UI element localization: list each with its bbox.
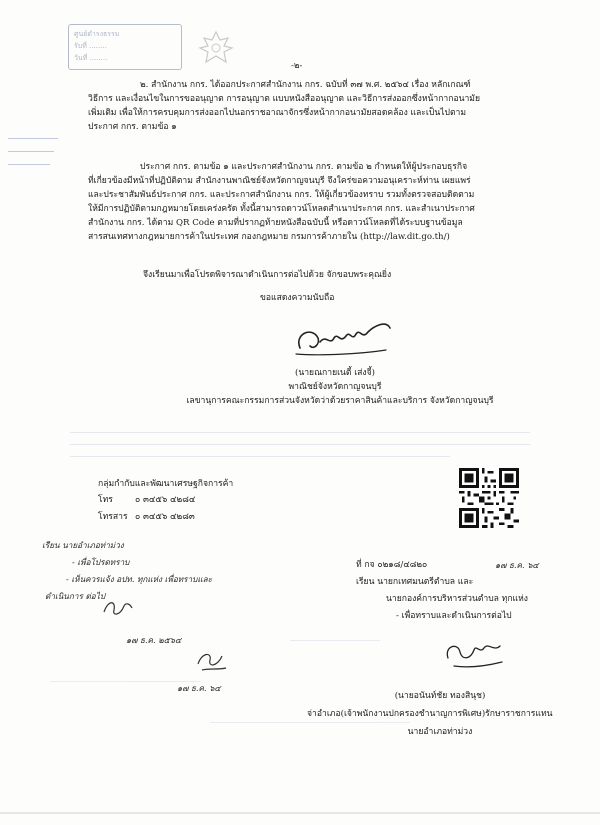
handwritten-note-line-1: เรียน นายอำเภอท่าม่วง (42, 540, 124, 550)
handwritten-note-line-3: - เห็นควรแจ้ง อปท. ทุกแห่ง เพื่อทราบและ (66, 574, 213, 584)
qr-code-icon (459, 468, 519, 528)
received-stamp (68, 24, 182, 70)
endorser-position-2: นายอำเภอท่าม่วง (407, 727, 473, 737)
stamp-line-1: ศูนย์ดำรงธรรม (74, 30, 120, 38)
endorsement-ref: ที่ กจ ๐๒๑๘/๔๘๒๐ (356, 560, 428, 570)
regards-line: ขอแสดงความนับถือ (260, 293, 335, 303)
endorsement-purpose: - เพื่อทราบและดำเนินการต่อไป (396, 611, 512, 621)
handwritten-date-2: ๑๗ ธ.ค. ๖๔ (177, 683, 221, 693)
bleed-through-text-lower (50, 640, 570, 723)
fax-number: ๐ ๓๔๕๖ ๔๒๘๓ (135, 512, 195, 522)
signer-position: พาณิชย์จังหวัดกาญจนบุรี (288, 382, 382, 392)
page-bottom-edge (0, 812, 600, 814)
handwritten-initial-icon (100, 598, 136, 620)
paragraph-3-line: สารสนเทศทางกฎหมายการค้าในประเทศ กองกฎหมาย กรมการค้าภายใน (http://law.dit.go.th/) (88, 231, 450, 242)
paragraph-3-line: ให้มีการปฏิบัติตามกฎหมายโดยเคร่งครัด ทั้งนี้สามารถดาวน์โหลดสำเนาประกาศ กกร. และสำเนาประกาศ (88, 203, 475, 214)
left-margin-stamp-bleed (8, 136, 60, 165)
paragraph-2-line: วิธีการ และเงื่อนไขในการขออนุญาต การอนุญาต แบบหนังสืออนุญาต และวิธีการส่งออกซึ่งหน้ากากอนามัย (88, 93, 481, 104)
stamp-line-3: วันที่ ........ (74, 54, 108, 62)
bleed-through-text (70, 430, 530, 457)
contact-unit: กลุ่มกำกับและพัฒนาเศรษฐกิจการค้า (98, 479, 234, 489)
paragraph-3-line: ประกาศ กกร. ตามข้อ ๑ และประกาศสำนักงาน กกร. ตามข้อ ๒ กำหนดให้ผู้ประกอบธุรกิจ (140, 162, 468, 172)
handwritten-note-line-2: - เพื่อโปรดทราบ (72, 557, 130, 567)
paragraph-2-line: ๒. สำนักงาน กกร. ได้ออกประกาศสำนักงาน กกร. ฉบับที่ ๓๗ พ.ศ. ๒๕๖๔ เรื่อง หลักเกณฑ์ (140, 80, 471, 90)
paragraph-3-line: ที่เกี่ยวข้องมีหน้าที่ปฏิบัติตาม สำนักงานพาณิชย์จังหวัดกาญจนบุรี จึงใคร่ขอความอนุเคราะห์ท่าน เผยแพร่ (88, 175, 471, 186)
endorsement-to-line-1: เรียน นายกเทศมนตรีตำบล และ (356, 577, 474, 587)
closing-sentence: จึงเรียนมาเพื่อโปรดพิจารณาดำเนินการต่อไปด้วย จักขอบพระคุณยิ่ง (143, 270, 392, 280)
fax-label: โทรสาร (98, 512, 128, 522)
signer-committee: เลขานุการคณะกรรมการส่วนจังหวัดว่าด้วยราคาสินค้าและบริการ จังหวัดกาญจนบุรี (186, 396, 494, 406)
paragraph-3 (88, 161, 528, 244)
endorsement-date: ๑๗ ธ.ค. ๖๔ (495, 560, 539, 570)
signature-icon (290, 320, 400, 364)
signer-name: (นายณกายเนตี้ เส่งจี้) (294, 368, 376, 378)
tel-label: โทร (98, 495, 113, 505)
handwritten-note-line-4: ดำเนินการ ต่อไป (45, 591, 106, 601)
endorser-position-1: จ่าอำเภอ(เจ้าพนักงานปกครองชำนาญการพิเศษ)รักษาราชการแทน (307, 709, 553, 719)
paragraph-3-line: และประชาสัมพันธ์ประกาศ กกร. และประกาศสำนักงาน กกร. ให้ผู้เกี่ยวข้องทราบ รวมทั้งตรวจสอบติดตาม (88, 189, 475, 200)
paragraph-2-line: เพิ่มเติม เพื่อให้การครบคุมการส่งออกไปนอกราชอาณาจักรซึ่งหน้ากากอนามัยสอดคล้อง และเป็นไปตาม (88, 107, 467, 118)
paragraph-2 (88, 79, 528, 135)
page-number: -๒- (291, 61, 303, 71)
handwritten-date-1: ๑๗ ธ.ค. ๒๕๖๔ (126, 635, 182, 645)
paragraph-2-line: ประกาศ กกร. ตามข้อ ๑ (88, 121, 177, 132)
garuda-emblem-icon (198, 30, 234, 70)
endorser-name: (นายอนันท์ชัย ทองสินุช) (394, 691, 486, 701)
endorsement-to-line-2: นายกองค์การบริหารส่วนตำบล ทุกแห่ง (386, 594, 528, 604)
tel-number: ๐ ๓๔๕๖ ๔๒๘๔ (135, 495, 196, 505)
paragraph-3-line: สำนักงาน กกร. ได้ตาม QR Code ตามที่ปรากฏท้ายหนังสือฉบับนี้ หรือดาวน์โหลดที่ได้ระบบฐานข้อมูล (88, 217, 463, 228)
stamp-line-2: รับที่ ........ (74, 42, 107, 50)
